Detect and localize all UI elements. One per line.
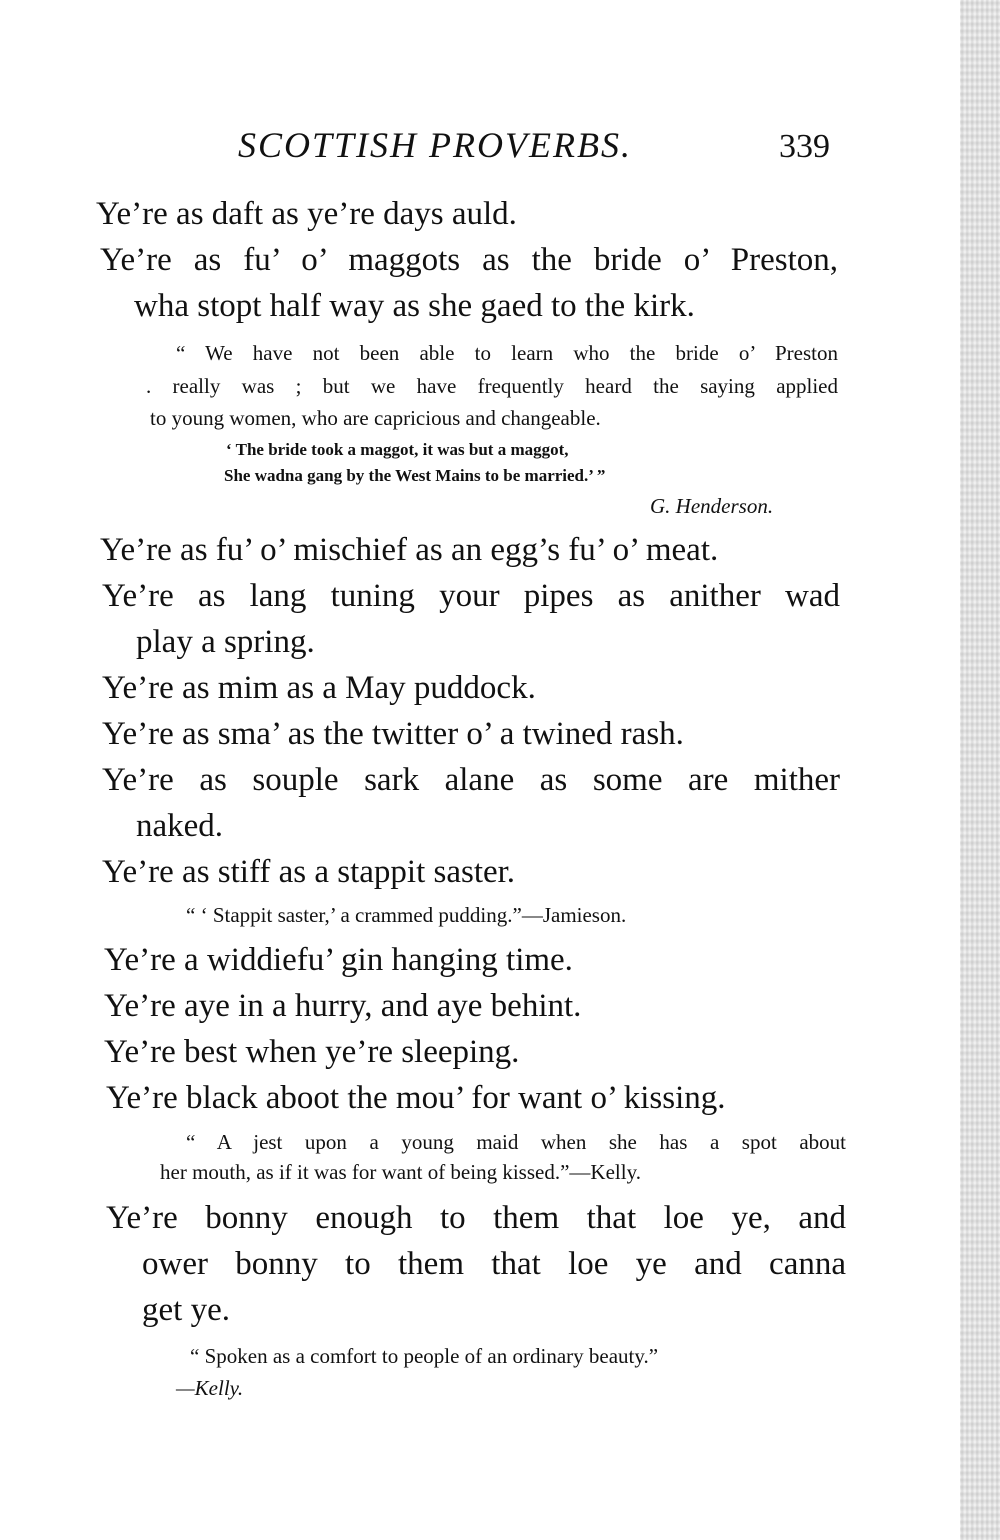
- proverb-continuation: wha stopt half way as she gaed to the kirk.: [134, 288, 695, 324]
- note-line: “ We have not been able to learn who the bride o’ Preston: [176, 341, 838, 365]
- proverb-line: Ye’re best when ye’re sleeping.: [104, 1034, 520, 1070]
- proverb-line: Ye’re as sma’ as the twitter o’ a twined rash.: [102, 716, 684, 752]
- proverb-line: Ye’re as stiff as a stappit saster.: [102, 854, 516, 890]
- verse-line: She wadna gang by the West Mains to be married.’ ”: [224, 466, 606, 485]
- proverb-line: Ye’re as lang tuning your pipes as anither wad: [102, 578, 840, 614]
- proverb-continuation: play a spring.: [136, 624, 315, 660]
- proverb-continuation: get ye.: [142, 1292, 230, 1328]
- proverb-line: Ye’re as souple sark alane as some are mither: [102, 762, 840, 798]
- proverb-line: Ye’re black aboot the mou’ for want o’ kissing.: [106, 1080, 726, 1116]
- proverb-line: Ye’re as mim as a May puddock.: [102, 670, 536, 706]
- proverb-line: Ye’re as daft as ye’re days auld.: [96, 196, 517, 232]
- note-line: “ ‘ Stappit saster,’ a crammed pudding.”—Jamieson.: [186, 903, 627, 927]
- note-line: to young women, who are capricious and changeable.: [150, 406, 601, 430]
- proverb-line: Ye’re bonny enough to them that loe ye, and: [106, 1200, 846, 1236]
- proverb-line: Ye’re aye in a hurry, and aye behint.: [104, 988, 582, 1024]
- proverb-line: Ye’re a widdiefu’ gin hanging time.: [104, 942, 573, 978]
- note-line: . really was ; but we have frequently heard the saying applied: [146, 374, 838, 398]
- note-line: “ Spoken as a comfort to people of an ordinary beauty.”: [190, 1344, 659, 1368]
- running-title: SCOTTISH PROVERBS.: [238, 125, 632, 165]
- scanned-page-edge: [960, 0, 1000, 1540]
- running-header: [238, 124, 838, 170]
- note-attribution: —Kelly.: [176, 1376, 244, 1400]
- proverb-continuation: naked.: [136, 808, 224, 844]
- page-number: 339: [779, 128, 830, 165]
- note-line: “ A jest upon a young maid when she has a spot about: [186, 1130, 846, 1154]
- proverb-line: Ye’re as fu’ o’ maggots as the bride o’ Preston,: [100, 242, 838, 278]
- note-line: her mouth, as if it was for want of being kissed.”—Kelly.: [160, 1160, 641, 1184]
- note-attribution: G. Henderson.: [650, 494, 774, 518]
- proverb-continuation: ower bonny to them that loe ye and canna: [142, 1246, 846, 1282]
- verse-line: ‘ The bride took a maggot, it was but a maggot,: [226, 440, 569, 459]
- proverb-line: Ye’re as fu’ o’ mischief as an egg’s fu’ o’ meat.: [100, 532, 719, 568]
